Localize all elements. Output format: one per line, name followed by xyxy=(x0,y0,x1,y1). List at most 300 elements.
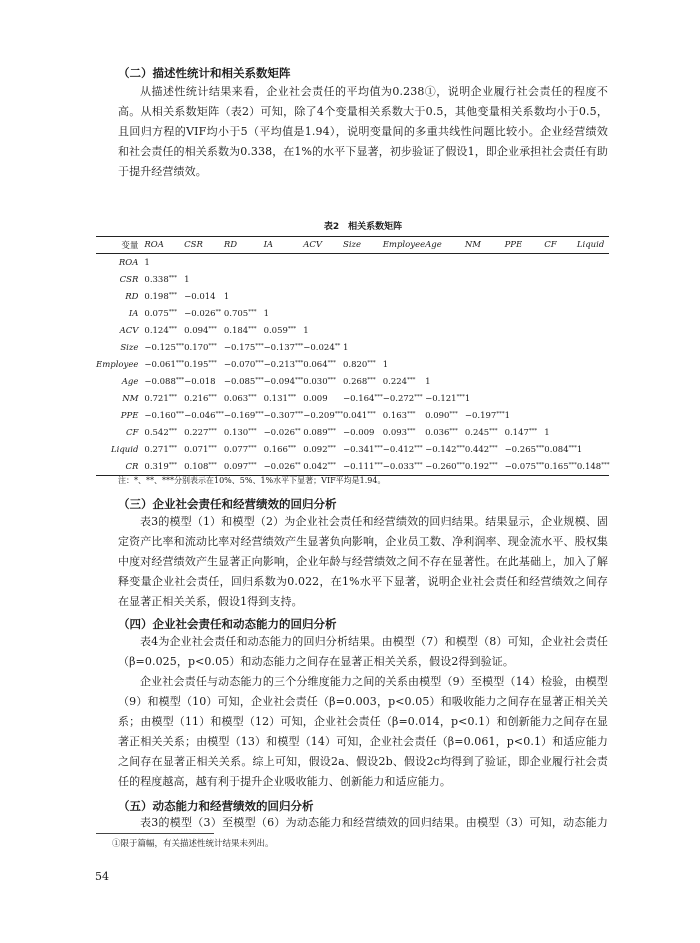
cell-value: 1 xyxy=(425,376,431,387)
table-cell xyxy=(465,288,505,305)
table-cell xyxy=(465,458,505,476)
table-cell xyxy=(264,322,304,339)
table-cell xyxy=(303,458,343,476)
row-label: ACV xyxy=(119,325,139,336)
table-row xyxy=(96,424,609,441)
cell-value: 0.071 xyxy=(184,444,209,455)
significance-stars: *** xyxy=(407,410,416,417)
cell-value: 0.063 xyxy=(223,393,249,404)
cell-value: 0.092 xyxy=(303,444,328,455)
cell-value: 1 xyxy=(504,410,510,421)
table-cell xyxy=(144,441,184,458)
significance-stars: *** xyxy=(248,444,257,451)
table-body xyxy=(96,254,609,476)
table-cell xyxy=(505,305,545,322)
cell-value: 0.131 xyxy=(263,393,288,404)
significance-stars: *** xyxy=(208,444,217,451)
table-cell xyxy=(383,339,425,356)
cell-value: 0.084 xyxy=(544,444,569,455)
table-cell xyxy=(184,424,224,441)
significance-stars: *** xyxy=(248,427,257,434)
significance-stars: *** xyxy=(208,342,217,349)
table-cell xyxy=(577,390,610,407)
significance-stars: *** xyxy=(367,410,376,417)
cell-value: 0.089 xyxy=(303,427,328,438)
table-cell xyxy=(465,390,505,407)
table-row xyxy=(96,305,609,322)
table-cell xyxy=(144,407,184,424)
significance-stars: *** xyxy=(334,410,343,417)
table-row xyxy=(96,390,609,407)
table-cell xyxy=(264,254,304,272)
table-cell xyxy=(303,441,343,458)
table-cell xyxy=(144,288,184,305)
table-cell xyxy=(544,356,577,373)
cell-value: 1 xyxy=(144,257,150,268)
table-row xyxy=(96,373,609,390)
significance-stars: *** xyxy=(327,376,336,383)
table-row xyxy=(96,322,609,339)
cell-value: −0.341 xyxy=(343,444,375,455)
cell-value: 0.036 xyxy=(425,427,450,438)
cell-value: 0.271 xyxy=(144,444,169,455)
cell-value: 0.077 xyxy=(223,444,249,455)
table-cell xyxy=(224,441,264,458)
cell-value: 0.090 xyxy=(425,410,450,421)
table-cell xyxy=(144,271,184,288)
significance-stars: *** xyxy=(175,410,185,417)
cell-value: 0.064 xyxy=(303,359,328,370)
significance-stars: *** xyxy=(374,444,383,451)
table-cell xyxy=(264,390,304,407)
table-cell xyxy=(425,322,465,339)
significance-stars: *** xyxy=(208,359,217,366)
table-cell xyxy=(184,458,224,476)
section-2-paragraph xyxy=(118,82,608,182)
significance-stars: *** xyxy=(248,393,257,400)
significance-stars: *** xyxy=(374,461,383,468)
table-cell xyxy=(465,254,505,272)
significance-stars: *** xyxy=(489,461,498,468)
cell-value: 0.124 xyxy=(144,325,169,336)
table-cell xyxy=(505,271,545,288)
cell-value: 1 xyxy=(303,325,309,336)
significance-stars: *** xyxy=(175,359,185,366)
cell-value: −0.026 xyxy=(184,308,216,319)
correlation-table xyxy=(96,236,609,476)
paragraph-text: 表3的模型（1）和模型（2）为企业社会责任和经营绩效的回归结果。结果显示，企业规模、固定资产比率和流动比率对经营绩效产生显著负向影响，企业员工数、净利润率、现金流水平、股权集中度对经营绩效产生显著正向影响，企业年龄与经营绩效之间不存在显著性。在此基础上，加入了解释变量企业社会责任，回归系数为0.022，在1%水平下显著，说明企业社会责任和经营绩效之间存在显著正相关关系，假设1得到支持。 xyxy=(118,515,608,608)
significance-stars: *** xyxy=(456,444,465,451)
table-cell xyxy=(264,407,304,424)
significance-stars: *** xyxy=(496,410,505,417)
cell-value: −0.412 xyxy=(382,444,415,455)
table-cell xyxy=(425,356,465,373)
table-cell xyxy=(224,407,264,424)
table-cell xyxy=(184,271,224,288)
table-cell xyxy=(505,254,545,272)
table-cell xyxy=(544,458,577,476)
table-cell xyxy=(144,356,184,373)
cell-value: −0.137 xyxy=(263,342,296,353)
significance-stars: *** xyxy=(168,274,177,281)
cell-value: 0.319 xyxy=(144,461,169,472)
table-cell xyxy=(505,339,545,356)
table-cell xyxy=(184,254,224,272)
cell-value: 0.820 xyxy=(343,359,368,370)
table-cell xyxy=(425,441,465,458)
table-cell xyxy=(264,458,304,476)
table-cell xyxy=(264,356,304,373)
significance-stars: *** xyxy=(367,376,376,383)
table-cell xyxy=(184,441,224,458)
table-cell xyxy=(383,271,425,288)
table-cell xyxy=(383,407,425,424)
cell-value: 0.198 xyxy=(144,291,169,302)
cell-value: −0.272 xyxy=(382,393,415,404)
column-header: CSR xyxy=(184,240,203,250)
significance-stars: *** xyxy=(568,461,577,468)
significance-stars: *** xyxy=(601,461,610,468)
column-header-variable: 变量 xyxy=(121,241,139,251)
table-cell xyxy=(144,424,184,441)
table-cell xyxy=(184,373,224,390)
table-cell xyxy=(577,271,610,288)
table-cell xyxy=(144,339,184,356)
row-label: CR xyxy=(125,461,139,472)
table-row xyxy=(96,441,609,458)
table-cell xyxy=(425,390,465,407)
cell-value: 0.195 xyxy=(184,359,209,370)
significance-stars: *** xyxy=(407,376,416,383)
cell-value: 0.030 xyxy=(303,376,328,387)
table-cell xyxy=(184,339,224,356)
significance-stars: ** xyxy=(295,461,301,468)
cell-value: 1 xyxy=(576,444,583,455)
cell-value: 0.093 xyxy=(382,427,408,438)
table-cell xyxy=(465,441,505,458)
table-cell xyxy=(343,322,383,339)
table-cell xyxy=(224,288,264,305)
cell-value: 0.227 xyxy=(184,427,209,438)
significance-stars: *** xyxy=(414,461,423,468)
table-cell xyxy=(343,339,383,356)
cell-value: −0.209 xyxy=(303,410,335,421)
cell-value: −0.009 xyxy=(343,427,375,438)
table-cell xyxy=(465,407,505,424)
table-cell xyxy=(343,305,383,322)
column-header: RD xyxy=(223,240,238,250)
significance-stars: *** xyxy=(175,376,185,383)
table-cell xyxy=(343,424,383,441)
table-cell xyxy=(505,373,545,390)
table-cell xyxy=(264,271,304,288)
cell-value: −0.175 xyxy=(223,342,256,353)
column-header: Liquid xyxy=(576,240,605,250)
cell-value: 0.192 xyxy=(464,461,490,472)
significance-stars: *** xyxy=(208,325,217,332)
table-cell xyxy=(383,424,425,441)
table-cell xyxy=(224,305,264,322)
cell-value: −0.070 xyxy=(223,359,256,370)
significance-stars: *** xyxy=(295,376,304,383)
row-label: Employee xyxy=(96,359,139,370)
column-header: IA xyxy=(263,240,274,250)
cell-value: 0.216 xyxy=(184,393,209,404)
table-cell xyxy=(577,373,610,390)
table-cell xyxy=(465,305,505,322)
significance-stars: *** xyxy=(248,461,257,468)
significance-stars: *** xyxy=(255,410,264,417)
row-label: NM xyxy=(122,393,139,404)
table-cell xyxy=(264,288,304,305)
table-cell xyxy=(224,424,264,441)
cell-value: 0.705 xyxy=(223,308,249,319)
table-cell xyxy=(343,356,383,373)
table-cell xyxy=(465,356,505,373)
cell-value: −0.260 xyxy=(425,461,457,472)
table-cell xyxy=(343,373,383,390)
significance-stars: *** xyxy=(248,308,257,315)
table-cell xyxy=(544,339,577,356)
table-cell xyxy=(577,305,610,322)
table-cell xyxy=(465,339,505,356)
table-row xyxy=(96,339,609,356)
significance-stars: *** xyxy=(255,342,264,349)
table-row xyxy=(96,356,609,373)
cell-value: −0.085 xyxy=(223,376,256,387)
row-label: Liquid xyxy=(110,444,139,455)
table-cell xyxy=(425,271,465,288)
table-note: 注：*、**、***分别表示在10%、5%、1%水平下显著；VIF平均是1.94。 xyxy=(118,476,386,485)
significance-stars: *** xyxy=(568,444,577,451)
table-cell xyxy=(425,339,465,356)
column-header: Employee xyxy=(382,240,426,250)
significance-stars: *** xyxy=(327,444,336,451)
section-3-paragraph xyxy=(118,512,608,612)
significance-stars: *** xyxy=(449,427,458,434)
table-cell xyxy=(577,339,610,356)
significance-stars: *** xyxy=(414,444,423,451)
table-cell xyxy=(425,373,465,390)
significance-stars: *** xyxy=(295,342,304,349)
column-header: ROA xyxy=(144,240,164,250)
table-cell xyxy=(505,288,545,305)
cell-value: 0.165 xyxy=(544,461,569,472)
significance-stars: *** xyxy=(287,393,297,400)
cell-value: 0.224 xyxy=(382,376,408,387)
significance-stars: *** xyxy=(456,393,465,400)
table-cell xyxy=(577,254,610,272)
table-cell xyxy=(383,356,425,373)
table-cell xyxy=(343,271,383,288)
table-cell xyxy=(343,254,383,272)
table-cell xyxy=(184,305,224,322)
cell-value: −0.088 xyxy=(144,376,176,387)
significance-stars: *** xyxy=(536,444,545,451)
table-cell xyxy=(224,390,264,407)
cell-value: 0.721 xyxy=(144,393,169,404)
significance-stars: *** xyxy=(374,393,383,400)
table-cell xyxy=(577,441,610,458)
row-label: RD xyxy=(125,291,139,302)
table-cell xyxy=(264,424,304,441)
cell-value: 0.130 xyxy=(223,427,249,438)
significance-stars: *** xyxy=(327,461,336,468)
table-cell xyxy=(144,458,184,476)
table-cell xyxy=(144,305,184,322)
cell-value: −0.033 xyxy=(382,461,415,472)
section-heading-3: （三）企业社会责任和经营绩效的回归分析 xyxy=(118,497,337,511)
table-cell xyxy=(505,458,545,476)
cell-value: 0.075 xyxy=(144,308,169,319)
cell-value: −0.111 xyxy=(343,461,375,472)
cell-value: 0.094 xyxy=(184,325,209,336)
table-cell xyxy=(343,407,383,424)
row-label: CSR xyxy=(119,274,139,285)
table-cell xyxy=(303,339,343,356)
table-cell xyxy=(303,373,343,390)
table-cell xyxy=(224,254,264,272)
significance-stars: *** xyxy=(168,444,177,451)
significance-stars: *** xyxy=(287,325,297,332)
paragraph-text: 表3的模型（3）至模型（6）为动态能力和经营绩效的回归结果。由模型（3）可知，动态能力 xyxy=(140,816,608,829)
table-cell xyxy=(544,424,577,441)
cell-value: 0.097 xyxy=(223,461,249,472)
table-cell xyxy=(343,390,383,407)
cell-value: 0.245 xyxy=(464,427,490,438)
significance-stars: *** xyxy=(536,461,545,468)
cell-value: −0.061 xyxy=(144,359,176,370)
column-header: PPE xyxy=(504,240,523,250)
table-cell xyxy=(184,390,224,407)
table-cell xyxy=(383,305,425,322)
table-cell xyxy=(465,271,505,288)
significance-stars: *** xyxy=(168,393,177,400)
section-heading-4: （四）企业社会责任和动态能力的回归分析 xyxy=(118,617,337,631)
table-cell xyxy=(544,322,577,339)
table-cell xyxy=(425,407,465,424)
table-cell xyxy=(224,356,264,373)
table-cell xyxy=(184,407,224,424)
table-cell xyxy=(425,305,465,322)
cell-value: 0.166 xyxy=(263,444,288,455)
table-row xyxy=(96,407,609,424)
significance-stars: *** xyxy=(168,325,177,332)
column-header: ACV xyxy=(303,240,323,250)
cell-value: 0.170 xyxy=(184,342,209,353)
table-cell xyxy=(343,441,383,458)
table-cell xyxy=(303,322,343,339)
cell-value: 1 xyxy=(464,393,471,404)
paragraph-text: 企业社会责任与动态能力的三个分维度能力之间的关系由模型（9）至模型（14）检验，由模型（9）和模型（10）可知，企业社会责任（β=0.003，p<0.05）和吸收能力之间存在显著正相关关系；由模型（11）和模型（12）可知，企业社会责任（β=0.014，p<0.1）和创新能力之间存在显著正相关关系；由模型（13）和模型（14）可知，企业社会责任（β=0.061，p<0.1）和适应能力之间存在显著正相关关系。综上可知，假设2a、假设2b、假设2c均得到了验证，即企业履行社会责任的程度越高，越有利于提升企业吸收能力、创新能力和适应能力。 xyxy=(118,675,608,788)
table-cell xyxy=(577,288,610,305)
table-cell xyxy=(224,339,264,356)
table-cell xyxy=(264,441,304,458)
cell-value: −0.265 xyxy=(504,444,537,455)
paragraph-text: 从描述性统计结果来看，企业社会责任的平均值为0.238①，说明企业履行社会责任的程度不高。从相关系数矩阵（表2）可知，除了4个变量相关系数大于0.5，其他变量相关系数均小于0.5，且回归方程的VIF均小于5（平均值是1.94），说明变量间的多重共线性问题比较小。企业经营绩效和社会责任的相关系数为0.338，在1%的水平下显著，初步验证了假设1，即企业承担社会责任有助于提升经营绩效。 xyxy=(118,85,608,178)
significance-stars: *** xyxy=(168,291,177,298)
row-label: IA xyxy=(128,308,139,319)
cell-value: −0.026 xyxy=(263,461,296,472)
table-cell xyxy=(505,424,545,441)
section-4-paragraph xyxy=(118,632,608,792)
significance-stars: ** xyxy=(215,308,222,315)
paragraph-text: 表4为企业社会责任和动态能力的回归分析结果。由模型（7）和模型（8）可知，企业社会责任（β=0.025，p<0.05）和动态能力之间存在显著正相关关系，假设2得到验证。 xyxy=(118,635,608,668)
cell-value: 0.338 xyxy=(144,274,169,285)
significance-stars: ** xyxy=(295,427,301,434)
table-cell xyxy=(544,441,577,458)
cell-value: −0.014 xyxy=(184,291,216,302)
cell-value: 0.042 xyxy=(303,461,328,472)
column-header: Size xyxy=(343,240,362,250)
table-row xyxy=(96,288,609,305)
section-heading-2: （二）描述性统计和相关系数矩阵 xyxy=(118,66,291,80)
cell-value: −0.024 xyxy=(303,342,335,353)
table-cell xyxy=(224,458,264,476)
cell-value: −0.018 xyxy=(184,376,216,387)
significance-stars: *** xyxy=(175,342,185,349)
table-cell xyxy=(544,254,577,272)
cell-value: 0.009 xyxy=(303,393,328,404)
table-cell xyxy=(184,322,224,339)
table-cell xyxy=(577,407,610,424)
cell-value: 1 xyxy=(544,427,550,438)
footnote: ①限于篇幅，有关描述性统计结果未列出。 xyxy=(112,839,274,849)
table-cell xyxy=(544,373,577,390)
cell-value: 0.108 xyxy=(184,461,209,472)
cell-value: 1 xyxy=(223,291,230,302)
table-cell xyxy=(303,254,343,272)
page-number: 54 xyxy=(95,870,109,883)
significance-stars: *** xyxy=(208,393,217,400)
cell-value: −0.142 xyxy=(425,444,457,455)
table-cell xyxy=(577,458,610,476)
cell-value: 0.184 xyxy=(223,325,249,336)
table-caption: 表2 相关系数矩阵 xyxy=(323,222,403,232)
table-cell xyxy=(544,288,577,305)
cell-value: −0.125 xyxy=(144,342,176,353)
significance-stars: *** xyxy=(287,444,297,451)
cell-value: −0.094 xyxy=(263,376,296,387)
table-cell xyxy=(303,390,343,407)
column-header: NM xyxy=(464,240,481,250)
column-header: CF xyxy=(544,240,557,250)
cell-value: 0.163 xyxy=(382,410,408,421)
table-cell xyxy=(383,373,425,390)
footnote-rule xyxy=(96,833,214,834)
significance-stars: *** xyxy=(528,427,538,434)
cell-value: 0.147 xyxy=(504,427,529,438)
column-header: Age xyxy=(425,240,442,250)
table-cell xyxy=(505,356,545,373)
table-cell xyxy=(425,458,465,476)
cell-value: −0.026 xyxy=(263,427,296,438)
table-cell xyxy=(303,305,343,322)
table-cell xyxy=(465,373,505,390)
cell-value: 0.059 xyxy=(263,325,288,336)
table-cell xyxy=(224,322,264,339)
table-cell xyxy=(425,424,465,441)
table-cell xyxy=(544,305,577,322)
cell-value: 0.542 xyxy=(144,427,169,438)
row-label: CF xyxy=(126,427,139,438)
significance-stars: *** xyxy=(456,461,465,468)
cell-value: −0.307 xyxy=(263,410,296,421)
cell-value: 1 xyxy=(382,359,389,370)
cell-value: −0.121 xyxy=(425,393,457,404)
table-cell xyxy=(425,254,465,272)
table-row xyxy=(96,271,609,288)
